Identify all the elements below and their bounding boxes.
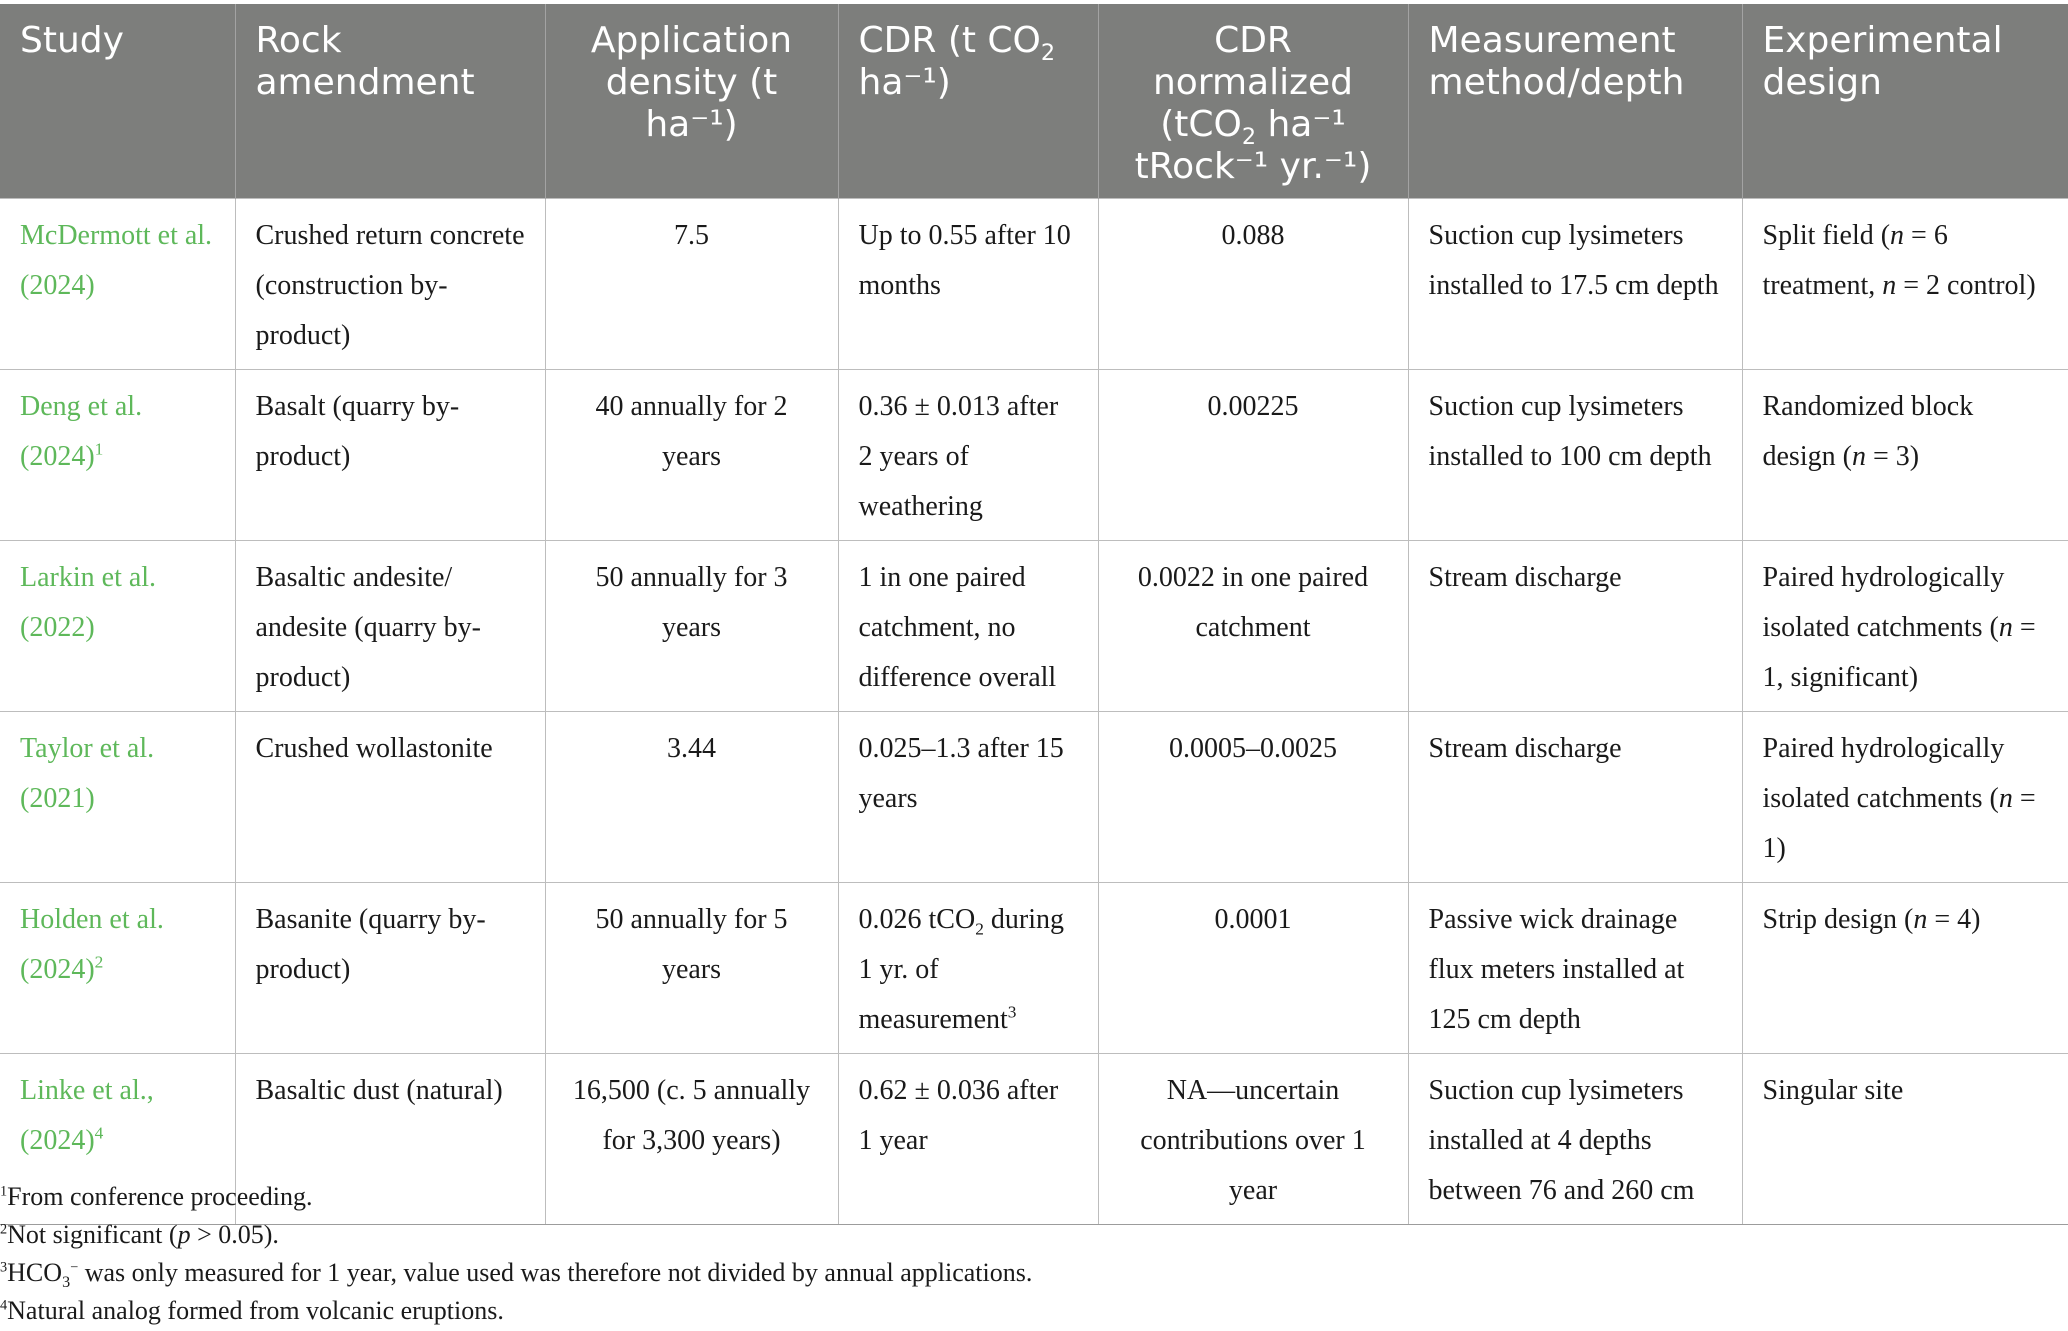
- data-table-container: [0, 4, 2068, 1225]
- table-row: [0, 883, 2068, 1054]
- measurement-method-cell: Passive wick drainage flux meters installed at 125 cm depth: [1408, 883, 1742, 1054]
- study-link[interactable]: Holden et al. $(2024)^2$: [0, 883, 235, 1054]
- header-experimental-design: Experimental design: [1742, 4, 2068, 199]
- cdr-cell: 1 in one paired catchment, no difference overall: [838, 541, 1098, 712]
- cdr-cell: Up to 0.55 after 10 months: [838, 199, 1098, 370]
- application-density-cell: 40 annually for 2 years: [545, 370, 838, 541]
- study-link[interactable]: Larkin et al. (2022): [0, 541, 235, 712]
- header-study: Study: [0, 4, 235, 199]
- measurement-method-cell: Stream discharge: [1408, 541, 1742, 712]
- cdr-normalized-cell: 0.0022 in one paired catchment: [1098, 541, 1408, 712]
- cdr-cell: 0.36 ± 0.013 after 2 years of weathering: [838, 370, 1098, 541]
- study-link[interactable]: Linke et al., $(2024)^4$: [0, 1054, 235, 1225]
- footnote: $^4$Natural analog formed from volcanic eruptions.: [0, 1296, 504, 1325]
- header-cdr: CDR (t $CO_2$ ha⁻¹): [838, 4, 1098, 199]
- measurement-method-cell: Stream discharge: [1408, 712, 1742, 883]
- experimental-design-cell: Strip design (n = 4): [1742, 883, 2068, 1054]
- cdr-normalized-cell: 0.00225: [1098, 370, 1408, 541]
- application-density-cell: 50 annually for 3 years: [545, 541, 838, 712]
- rock-amendment-cell: Basanite (quarry by-product): [235, 883, 545, 1054]
- study-link[interactable]: Taylor et al. (2021): [0, 712, 235, 883]
- cdr-cell: 0.026 tCO$_2$ during 1 yr. of measurement$^3$: [838, 883, 1098, 1054]
- cdr-studies-table: [0, 4, 2068, 1225]
- header-cdr-normalized: CDR normalized (tCO$_2$ ha⁻¹ tRock⁻¹ yr.⁻¹): [1098, 4, 1408, 199]
- application-density-cell: 50 annually for 5 years: [545, 883, 838, 1054]
- rock-amendment-cell: Crushed wollastonite: [235, 712, 545, 883]
- measurement-method-cell: Suction cup lysimeters installed at 4 depths between 76 and 260 cm: [1408, 1054, 1742, 1225]
- table-body: [0, 199, 2068, 1225]
- table-row: [0, 541, 2068, 712]
- cdr-normalized-cell: 0.088: [1098, 199, 1408, 370]
- cdr-cell: 0.025–1.3 after 15 years: [838, 712, 1098, 883]
- footnote: $^1$From conference proceeding.: [0, 1182, 313, 1211]
- header-row: [0, 4, 2068, 199]
- table-header: [0, 4, 2068, 199]
- experimental-design-cell: Paired hydrologically isolated catchments (n = 1): [1742, 712, 2068, 883]
- table-footnotes: [0, 1178, 2068, 1330]
- footnote: $^2$Not significant (p > 0.05).: [0, 1220, 279, 1249]
- header-rock-amendment: Rock amendment: [235, 4, 545, 199]
- rock-amendment-cell: Basaltic dust (natural): [235, 1054, 545, 1225]
- table-row: [0, 370, 2068, 541]
- application-density-cell: 16,500 (c. 5 annually for 3,300 years): [545, 1054, 838, 1225]
- application-density-cell: 3.44: [545, 712, 838, 883]
- cdr-cell: 0.62 ± 0.036 after 1 year: [838, 1054, 1098, 1225]
- table-row: [0, 712, 2068, 883]
- study-link[interactable]: Deng et al. $(2024)^1$: [0, 370, 235, 541]
- experimental-design-cell: Singular site: [1742, 1054, 2068, 1225]
- experimental-design-cell: Split field (n = 6 treatment, n = 2 control): [1742, 199, 2068, 370]
- cdr-normalized-cell: 0.0005–0.0025: [1098, 712, 1408, 883]
- footnote: $^3HCO_3^-$ was only measured for 1 year, value used was therefore not divided by annual applications.: [0, 1258, 1033, 1292]
- application-density-cell: 7.5: [545, 199, 838, 370]
- experimental-design-cell: Randomized block design (n = 3): [1742, 370, 2068, 541]
- rock-amendment-cell: Basaltic andesite/ andesite (quarry by-product): [235, 541, 545, 712]
- cdr-normalized-cell: 0.0001: [1098, 883, 1408, 1054]
- study-link[interactable]: McDermott et al. (2024): [0, 199, 235, 370]
- table-row: [0, 199, 2068, 370]
- header-measurement-method: Measurement method/depth: [1408, 4, 1742, 199]
- cdr-normalized-cell: NA—uncertain contributions over 1 year: [1098, 1054, 1408, 1225]
- rock-amendment-cell: Basalt (quarry by-product): [235, 370, 545, 541]
- measurement-method-cell: Suction cup lysimeters installed to 100 cm depth: [1408, 370, 1742, 541]
- rock-amendment-cell: Crushed return concrete (construction by-product): [235, 199, 545, 370]
- measurement-method-cell: Suction cup lysimeters installed to 17.5 cm depth: [1408, 199, 1742, 370]
- header-application-density: Application density (t ha⁻¹): [545, 4, 838, 199]
- experimental-design-cell: Paired hydrologically isolated catchments (n = 1, significant): [1742, 541, 2068, 712]
